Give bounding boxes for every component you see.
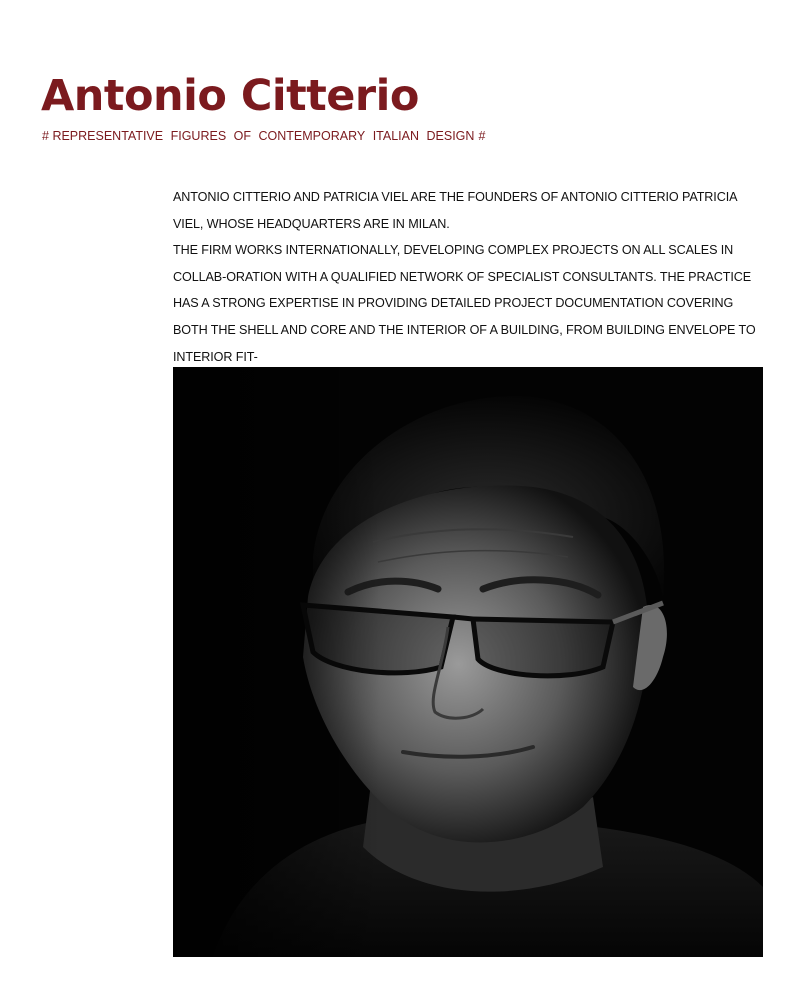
subtitle-open-mark: # <box>42 129 49 143</box>
subtitle-word: DESIGN <box>426 129 475 143</box>
portrait-icon <box>173 367 763 957</box>
subtitle-word: FIGURES <box>170 129 227 143</box>
subtitle-word: ITALIAN <box>372 129 420 143</box>
subtitle-word: CONTEMPORARY <box>258 129 366 143</box>
paragraph-firm: THE FIRM WORKS INTERNATIONALLY, DEVELOPING COMPLEX PROJECTS ON ALL SCALES IN COLLAB-ORATION WITH A QUALIFIED NETWORK OF SPECIALIST CONSULTANTS. THE PRACTICE HAS A STRONG EXPERTISE IN PROVIDING DETAILED PROJECT DOCUMENTATION COVERING BOTH THE SHELL AND CORE AND THE INTERIOR OF A BUILDING, FROM BUILDING ENVELOPE TO INTERIOR FIT- <box>173 243 756 364</box>
portrait-photo <box>173 367 763 957</box>
page-subtitle <box>42 127 485 145</box>
subtitle-close-mark: # <box>478 129 486 143</box>
subtitle-word: REPRESENTATIVE <box>52 129 164 143</box>
subtitle-word: OF <box>233 129 251 143</box>
description-text <box>173 184 763 370</box>
paragraph-founders: ANTONIO CITTERIO AND PATRICIA VIEL ARE THE FOUNDERS OF ANTONIO CITTERIO PATRICIA VIEL, WHOSE HEADQUARTERS ARE IN MILAN. <box>173 190 737 231</box>
page-title: Antonio Citterio <box>41 71 419 121</box>
